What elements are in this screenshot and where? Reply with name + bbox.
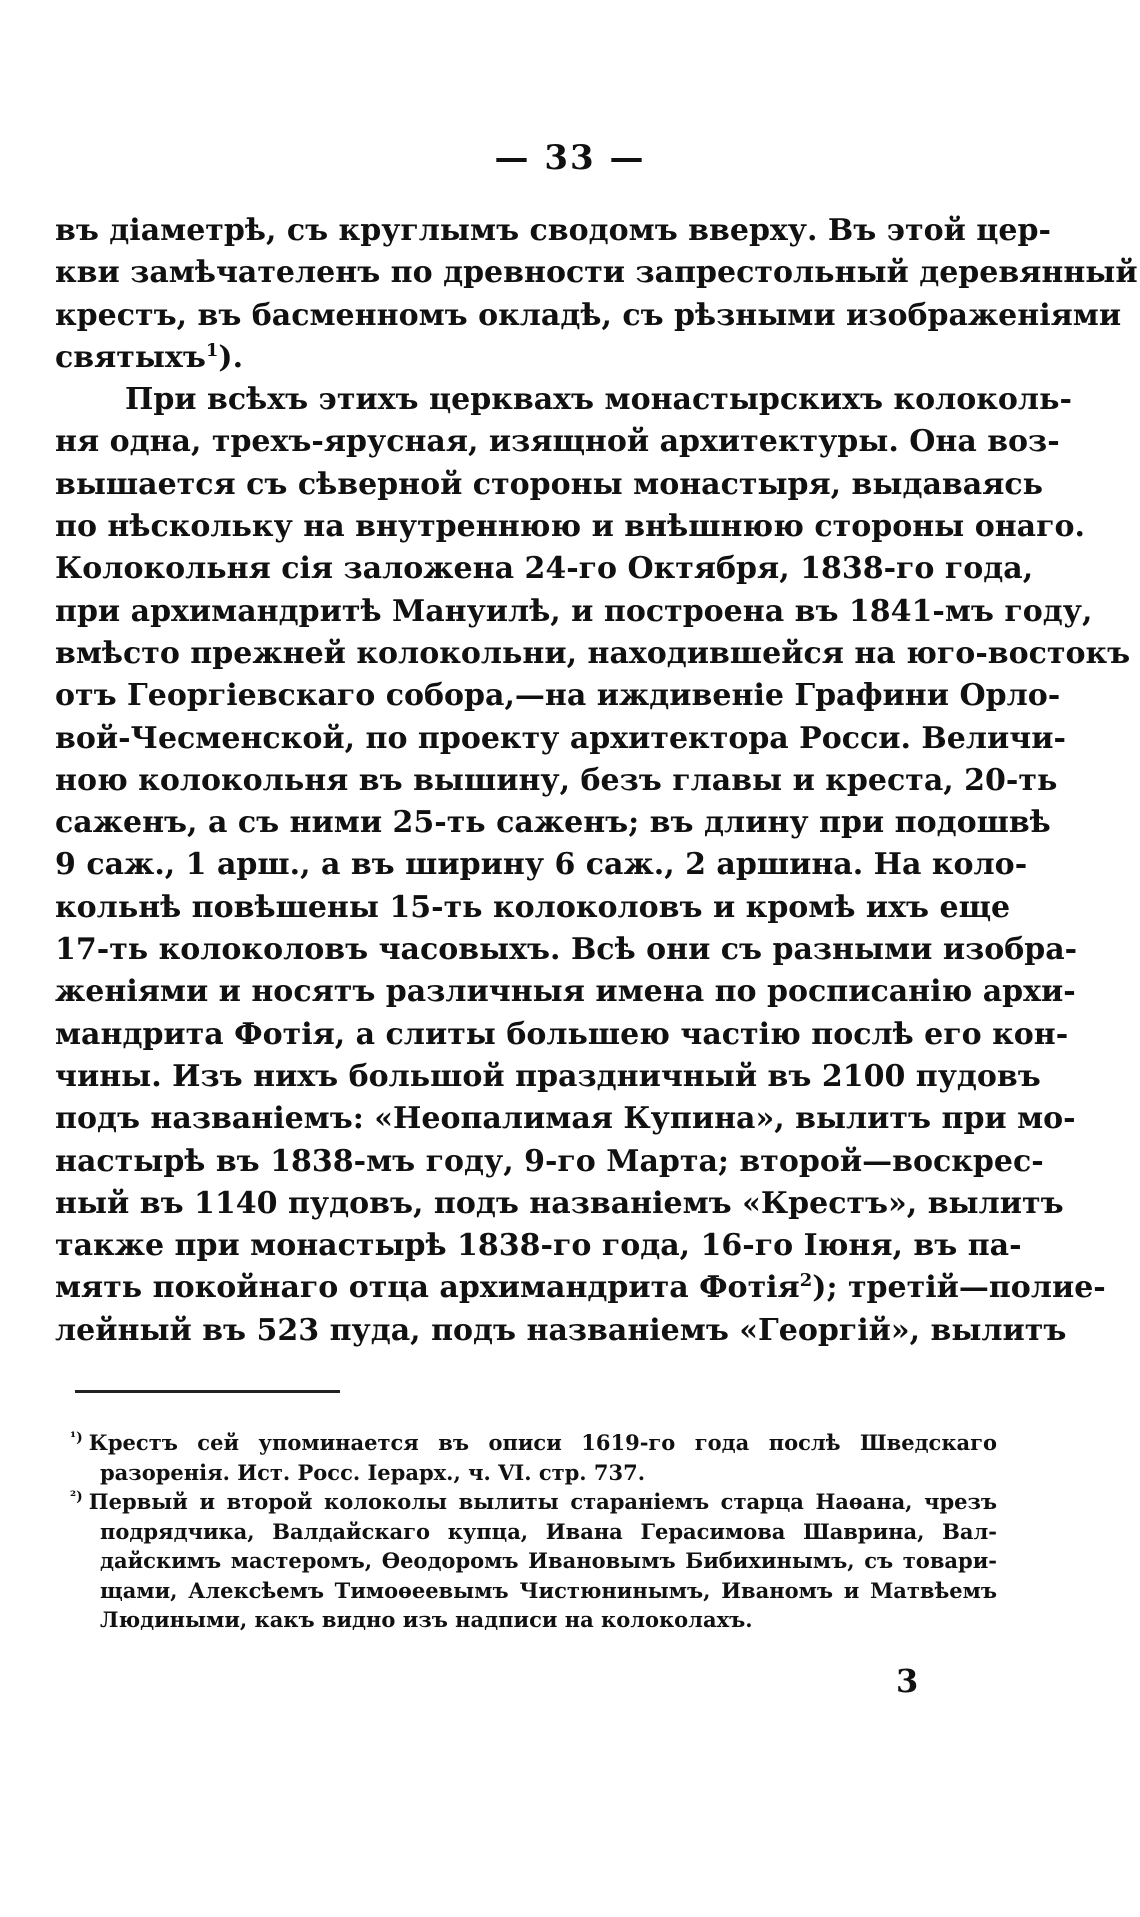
text-line-content: также при монастырѣ 1838-го года, 16-го Іюня, въ па- xyxy=(55,1228,1022,1264)
text-line-content: вой-Чесменской, по проекту архитектора Росси. Величи- xyxy=(55,720,1066,756)
text-line xyxy=(55,252,1138,294)
text-line xyxy=(55,1141,1044,1183)
text-line-content: При всѣхъ этихъ церквахъ монастырскихъ колоколь- xyxy=(125,382,1072,418)
text-line-content: вышается съ сѣверной стороны монастыря, выдаваясь xyxy=(55,466,1043,502)
footnote-line xyxy=(70,1428,997,1458)
text-line-content: чины. Изъ нихъ большой праздничный въ 2100 пудовъ xyxy=(55,1058,1041,1094)
footnote-marker: ¹) xyxy=(70,1430,83,1446)
text-line xyxy=(55,591,1093,633)
footnote-line xyxy=(70,1576,997,1606)
text-line-content: ною колокольня въ вышину, безъ главы и креста, 20-ть xyxy=(55,762,1058,798)
footnote-line xyxy=(70,1487,997,1517)
footnote-text: Первый и второй колоколы вылиты стараніемъ старца Наѳана, чрезъ xyxy=(88,1489,997,1514)
text-line-content: Колокольня сія заложена 24-го Октября, 1838-го года, xyxy=(55,551,1034,587)
text-line xyxy=(55,379,1072,421)
text-line-content: мять покойнаго отца архимандрита Фотія xyxy=(55,1270,800,1306)
footnote-text: Крестъ сей упоминается въ описи 1619-го года послѣ Шведскаго xyxy=(88,1430,997,1455)
text-line-content: кви замѣчателенъ по древности запрестольный деревянный xyxy=(55,255,1138,291)
footnote-text: Людиными, какъ видно изъ надписи на колоколахъ. xyxy=(100,1607,753,1632)
main-text xyxy=(55,210,1138,1352)
page-number: — 33 — xyxy=(494,138,646,178)
footnote-reference: 2 xyxy=(799,1270,813,1292)
signature-mark: 3 xyxy=(896,1662,919,1700)
text-line-content: святыхъ xyxy=(55,339,206,375)
text-line-content: ня одна, трехъ-ярусная, изящной архитектуры. Она воз- xyxy=(55,424,1060,460)
text-line-tail: ). xyxy=(218,339,244,375)
footnote-marker: ²) xyxy=(70,1489,83,1505)
text-line xyxy=(55,548,1034,590)
text-line xyxy=(55,421,1060,463)
footnotes xyxy=(70,1428,997,1635)
footnote-text: дайскимъ мастеромъ, Ѳеодоромъ Ивановымъ Бибихинымъ, съ товари- xyxy=(100,1548,997,1573)
text-line xyxy=(55,718,1066,760)
text-line xyxy=(55,1183,1064,1225)
text-line xyxy=(55,633,1131,675)
footnote-reference: 1 xyxy=(205,339,219,361)
text-line-content: ный въ 1140 пудовъ, подъ названіемъ «Крестъ», вылитъ xyxy=(55,1185,1064,1221)
footnote-line xyxy=(70,1605,997,1635)
text-line-content: 9 саж., 1 арш., а въ ширину 6 саж., 2 аршина. На коло- xyxy=(55,847,1028,883)
text-line xyxy=(55,971,1076,1013)
text-line xyxy=(55,1267,1106,1309)
footnote-text: разоренія. Ист. Росс. Іерарх., ч. VI. стр. 737. xyxy=(100,1459,646,1485)
text-line xyxy=(55,1056,1041,1098)
footnote-line xyxy=(70,1458,997,1488)
footnote-text: подрядчика, Валдайскаго купца, Ивана Герасимова Шаврина, Вал- xyxy=(100,1518,997,1544)
text-line-content: лейный въ 523 пуда, подъ названіемъ «Георгій», вылитъ xyxy=(55,1312,1067,1348)
footnote-line xyxy=(70,1517,997,1547)
text-line xyxy=(55,210,1051,252)
text-line xyxy=(55,337,997,379)
text-line-content: саженъ, а съ ними 25-ть саженъ; въ длину при подошвѣ xyxy=(55,805,1051,841)
footnote-line xyxy=(70,1546,997,1576)
footnote-divider xyxy=(75,1390,340,1393)
text-line-content: въ діаметрѣ, съ круглымъ сводомъ вверху. Въ этой цер- xyxy=(55,213,1051,248)
text-line xyxy=(55,1014,1069,1056)
text-line-content: кольнѣ повѣшены 15-ть колоколовъ и кромѣ ихъ еще xyxy=(55,889,1011,925)
text-line xyxy=(55,464,1043,506)
text-line xyxy=(55,760,1058,802)
text-line xyxy=(55,295,1122,337)
text-line-content: настырѣ въ 1838-мъ году, 9-го Марта; второй—воскрес- xyxy=(55,1143,1044,1179)
text-line xyxy=(55,1310,1067,1352)
text-line xyxy=(55,844,1028,886)
text-line xyxy=(55,506,1085,548)
text-line-content: подъ названіемъ: «Неопалимая Купина», вылитъ при мо- xyxy=(55,1101,1076,1137)
text-line-content: 17-ть колоколовъ часовыхъ. Всѣ они съ разными изобра- xyxy=(55,932,1078,968)
text-line xyxy=(55,929,1078,971)
text-line xyxy=(55,802,1051,844)
text-line-content: отъ Георгіевскаго собора,—на иждивеніе Графини Орло- xyxy=(55,678,1061,714)
text-line-content: женіями и носятъ различныя имена по росписанію архи- xyxy=(55,974,1076,1010)
text-line-content: по нѣскольку на внутреннюю и внѣшнюю стороны онаго. xyxy=(55,509,1085,545)
text-line-content: при архимандритѣ Мануилѣ, и построена въ 1841-мъ году, xyxy=(55,593,1093,629)
text-line-content: вмѣсто прежней колокольни, находившейся на юго-востокъ xyxy=(55,635,1131,671)
text-line xyxy=(55,887,1011,929)
text-line-content: мандрита Фотія, а слиты большею частію послѣ его кон- xyxy=(55,1016,1069,1052)
text-line xyxy=(55,675,1061,717)
text-line xyxy=(55,1225,1022,1267)
footnote-text: щами, Алексѣемъ Тимоѳеевымъ Чистюнинымъ, Иваномъ и Матвѣемъ xyxy=(100,1577,997,1603)
text-line-tail: ); третій—полие- xyxy=(812,1270,1106,1306)
text-line-content: крестъ, въ басменномъ окладѣ, съ рѣзными изображеніями xyxy=(55,297,1122,333)
text-line xyxy=(55,1098,1076,1140)
